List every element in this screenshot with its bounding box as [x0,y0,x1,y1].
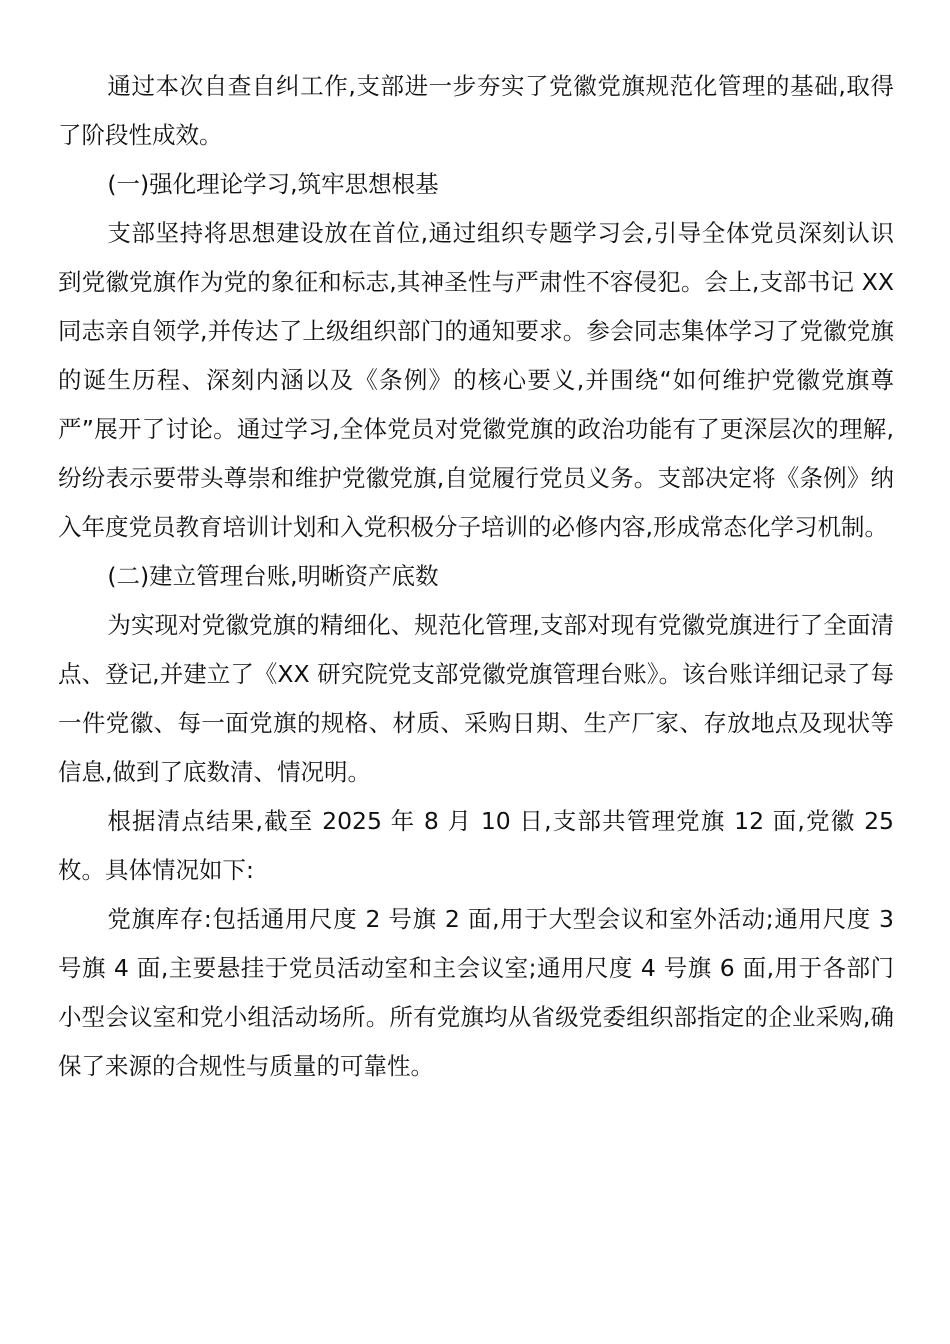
intro-paragraph: 通过本次自查自纠工作,支部进一步夯实了党徽党旗规范化管理的基础,取得了阶段性成效。 [58,72,894,149]
theory-study-paragraph: 支部坚持将思想建设放在首位,通过组织专题学习会,引导全体党员深刻认识到党徽党旗作为党的象征和标志,其神圣性与严肃性不容侵犯。会上,支部书记 XX 同志亲自领学,并传达了上级组织部门的通知要求。参会同志集体学习了党徽党旗的诞生历程、深刻内涵以及《条例》的核心要义,并围绕“如何维护党徽党旗尊严”展开了讨论。通过学习,全体党员对党徽党旗的政治功能有了更深层次的理解,纷纷表示要带头尊崇和维护党徽党旗,自觉履行党员义务。支部决定将《条例》纳入年度党员教育培训计划和入党积极分子培训的必修内容,形成常态化学习机制。 [58,219,894,541]
flag-inventory-paragraph: 党旗库存:包括通用尺度 2 号旗 2 面,用于大型会议和室外活动;通用尺度 3 号旗 4 面,主要悬挂于党员活动室和主会议室;通用尺度 4 号旗 6 面,用于各部门小型会议室和党小组活动场所。所有党旗均从省级党委组织部指定的企业采购,确保了来源的合规性与质量的可靠性。 [58,905,894,1080]
ledger-paragraph: 为实现对党徽党旗的精细化、规范化管理,支部对现有党徽党旗进行了全面清点、登记,并建立了《XX 研究院党支部党徽党旗管理台账》。该台账详细记录了每一件党徽、每一面党旗的规格、材质、采购日期、生产厂家、存放地点及现状等信息,做到了底数清、情况明。 [58,611,894,786]
document-body [58,62,894,1091]
section-heading-ledger: (二)建立管理台账,明晰资产底数 [107,562,439,590]
inventory-summary-paragraph: 根据清点结果,截至 2025 年 8 月 10 日,支部共管理党旗 12 面,党徽 25 枚。具体情况如下: [58,807,894,884]
section-heading-theory-study: (一)强化理论学习,筑牢思想根基 [107,170,439,198]
